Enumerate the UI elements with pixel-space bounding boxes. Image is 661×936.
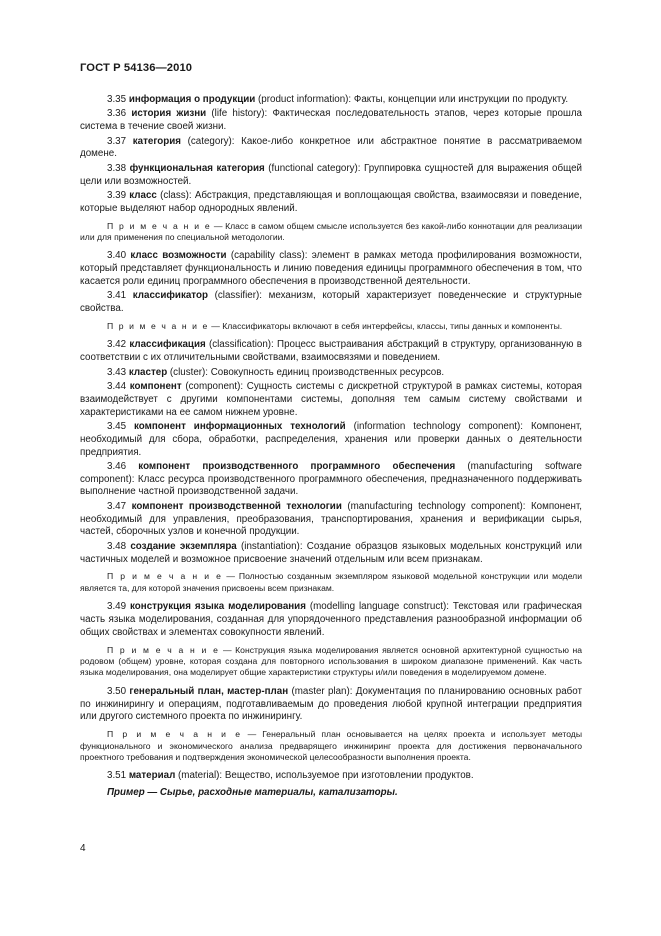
document-header: ГОСТ Р 54136—2010 (80, 62, 193, 74)
note (80, 645, 582, 679)
term-name: создание экземпляра (130, 540, 237, 552)
term-definition (80, 339, 582, 365)
term-text: (classifier): механизм, который характеризует поведенческие и структурные свойства. (80, 290, 582, 315)
term-text: (capability class): элемент в рамках метода профилирования возможности, который представляет функциональность и линию поведения единицы программного обеспечения в том, что касается роли единиц программного обеспечения в производственной деятельности. (80, 250, 583, 287)
note (80, 221, 582, 244)
note-label: П р и м е ч а н и е (107, 220, 212, 231)
page-number: 4 (80, 843, 86, 854)
term-definition (80, 501, 582, 539)
term-text: (material): Вещество, используемое при изготовлении продуктов. (175, 770, 474, 782)
note-text: — Полностью созданным экземпляром языковой модельной конструкции или модели является та, для которой значения присвоены всем признакам. (80, 571, 582, 593)
note-label: П р и м е ч а н и е (107, 644, 220, 655)
term-definition (80, 770, 582, 783)
term-text: (classification): Процесс выстраивания абстракций в структуру, организованную в соответствии с их отличительными свойствами, взаимосвязями и поведением. (80, 339, 582, 364)
term-number: 3.36 (107, 108, 127, 120)
note-label: П р и м е ч а н и е (107, 320, 209, 331)
term-text: (product information): Факты, концепции или инструкции по продукту. (255, 94, 569, 105)
term-name: компонент (129, 380, 182, 392)
term-name: категория (132, 135, 181, 147)
note-text: — Класс в самом общем смысле используется без какой-либо коннотации для реализации или для применения по специальной методологии. (80, 220, 582, 242)
term-text: (manufacturing software component): Класс ресурса производственного программного обеспечения, предназначенного поддерживать выполнение частной производственной задачи. (80, 460, 582, 498)
term-number: 3.39 (107, 189, 127, 201)
note-text: — Классификаторы включают в себя интерфейсы, классы, типы данных и компоненты. (208, 320, 563, 331)
term-definition (80, 381, 582, 419)
term-text: (master plan): Документация по планированию основных работ по инжинирингу и операциям, подготавливаемым до проведения любой крупной интеграции предприятия или другого системного проекта по инжинирингу. (80, 685, 582, 723)
term-number: 3.44 (107, 380, 127, 392)
term-name: класс возможности (130, 250, 227, 262)
note-text: — Генеральный план основывается на целях проекта и использует методы функционального и экономического анализа предварящего инжиниринг проекта для достижения первоначального проектного требования и подтверждения экономической целесообразности выполнения проекта. (80, 729, 582, 763)
term-number: 3.37 (107, 135, 127, 147)
term-name: конструкция языка моделирования (130, 601, 306, 613)
note (80, 729, 582, 763)
term-name: класс (129, 189, 157, 201)
term-name: история жизни (131, 108, 207, 120)
term-number: 3.43 (107, 366, 127, 378)
term-definition (80, 290, 582, 316)
term-definition (80, 108, 582, 134)
term-number: 3.47 (107, 500, 127, 512)
note (80, 321, 582, 332)
term-number: 3.45 (107, 420, 127, 432)
term-definition (80, 163, 582, 189)
term-definition (80, 461, 582, 499)
term-name: кластер (128, 366, 168, 378)
term-number: 3.41 (107, 290, 127, 302)
document-body (80, 94, 582, 800)
term-name: информация о продукции (128, 94, 256, 105)
term-definition (80, 136, 582, 162)
term-text: (class): Абстракция, представляющая и воплощающая свойства, взаимосвязи и поведение, которые выделяют набор однородных явлений. (80, 189, 582, 214)
note (80, 571, 582, 594)
note-text: — Конструкция языка моделирования является основной архитектурной сущностью на родовом (общем) уровне, которая создана для повторного использования в широком диапазоне применений. Как часть языка моделирования, она моделирует общие характеристики структуры и/или поведения в моделируемом домене. (80, 644, 583, 678)
term-definition (80, 190, 582, 216)
term-text: (information technology component): Компонент, необходимый для сбора, обработки, распределения, хранения или проверки данных о деятельности предприятия. (80, 420, 582, 458)
term-text: (functional category): Группировка сущностей для выражения общей цели или возможностей. (80, 162, 582, 187)
term-definition (80, 94, 582, 107)
term-number: 3.48 (107, 540, 127, 552)
term-number: 3.38 (107, 162, 127, 174)
term-text: (instantiation): Создание образцов языковых модельных конструкций или частичных моделей и возможное присвоение значений отдельным или всем признакам. (80, 540, 582, 565)
term-number: 3.35 (107, 94, 127, 105)
term-definition (80, 421, 582, 459)
term-text: (modelling language construct): Текстовая или графическая часть языка моделирования, созданная для упорядоченного представления разнообразной информации об общих свойствах и элементах совокупности явлений. (80, 601, 582, 638)
term-name: компонент производственного программного обеспечения (138, 460, 456, 472)
term-definition (80, 601, 582, 639)
term-text: (cluster): Совокупность единиц производственных ресурсов. (167, 366, 445, 378)
note-label: П р и м е ч а н и е (107, 729, 242, 740)
example: Пример — Сырье, расходные материалы, катализаторы. (107, 787, 398, 799)
term-definition (80, 541, 582, 567)
term-number: 3.49 (107, 601, 127, 613)
term-name: компонент информационных технологий (134, 420, 346, 432)
term-number: 3.50 (107, 685, 127, 697)
term-definition (80, 686, 582, 724)
term-definition (80, 367, 582, 380)
note-label: П р и м е ч а н и е (107, 571, 223, 582)
term-name: материал (128, 770, 176, 782)
term-name: компонент производственной технологии (131, 500, 342, 512)
term-name: классификация (129, 339, 206, 351)
term-number: 3.51 (107, 770, 127, 782)
term-text: (category): Какое-либо конкретное или абстрактное понятие в рассматриваемом домене. (80, 135, 582, 160)
term-number: 3.46 (107, 460, 127, 472)
term-name: функциональная категория (129, 162, 265, 174)
term-text: (component): Сущность системы с дискретной структурой в рамках системы, которая взаимодействует с другими компонентами системы, дополняя тем самым систему свойствами и характеристиками на ее самом нижнем уровне. (80, 380, 582, 418)
term-definition (80, 250, 582, 288)
term-name: генеральный план, мастер-план (129, 685, 289, 697)
term-text: (manufacturing technology component): Компонент, необходимый для управления, преобразования, транспортирования, хранения и верификации сырья, частей, сборочных узлов и конечной продукции. (80, 500, 582, 538)
term-name: классификатор (132, 290, 208, 302)
term-number: 3.42 (107, 339, 127, 351)
term-number: 3.40 (107, 250, 127, 262)
term-text: (life history): Фактическая последовательность этапов, через которые прошла система в течение своей жизни. (80, 108, 582, 133)
